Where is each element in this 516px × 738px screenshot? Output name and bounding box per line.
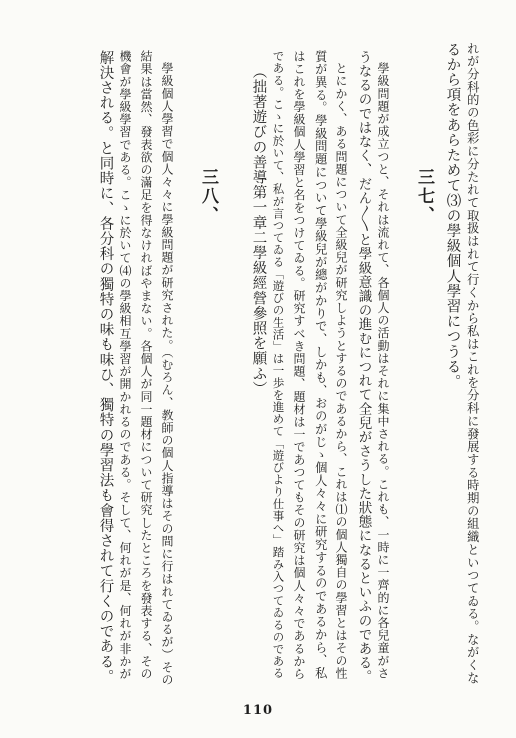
text-line: はこれを學級個人學習と名をつけてゐる。研究すべき問題、題材は一であつてもその研究は個人々々であるから	[292, 50, 306, 680]
text-line: 機會が學級學習である。こゝに於いて⑷の學級相互學習が開かれるのである。そして、何れが是、何れが非かが	[118, 50, 132, 680]
text-line: るから項をあらためて⑶の學級個人學習につうる。	[444, 42, 461, 390]
section-heading-38: 三八、	[198, 168, 218, 225]
text-note: （拙著遊びの善導第一章二學級經營參照を願ふ）	[250, 64, 267, 397]
text-line: 學級問題が成立つと、それは流れて、各個人の活動はそれに集中される。これも、一時に一齊的に各兒童がさ	[376, 62, 390, 680]
text-line: 解決される。と同時に、各分科の獨特の味も味ひ、獨特の學習法も會得されて行くのである。	[97, 50, 114, 685]
page-number: 110	[242, 703, 274, 718]
text-line: うなるのではなく、だん〳〵と學級意識の進むにつれて全兒がさうした狀態になるといふのである。	[355, 50, 372, 684]
text-line: 結果は當然、發表欲の滿足を得なければやまない。各個人が同一題材について研究したところを發表する、その	[139, 50, 153, 680]
text-line: である。こゝに於いて、私が言つてゐる「遊びの生活」は一歩を進めて「遊びより仕事へ」踏み入つてゐるのである	[271, 50, 286, 680]
section-heading-37: 三七、	[414, 168, 434, 225]
text-line: 質が異る。學級問題について學級兒が總がかりで、しかも、おのがじゝ個人々々に研究するのであるから、私	[313, 50, 328, 680]
text-line: 學級個人學習で個人々々に學級問題が研究された。（むろん、教師の個人指導はその間に行はれてゐるが）その	[160, 62, 174, 686]
text-line: れが分科的の色彩に分たれて取扱はれて行くから私はこれを分科に發展する時期の組織といつてゐる。ながくな	[465, 42, 480, 685]
text-line: とにかく、ある問題について全級兒が研究しようとするのであるから、これは⑴の個人獨自の學習とはその性	[334, 62, 348, 680]
